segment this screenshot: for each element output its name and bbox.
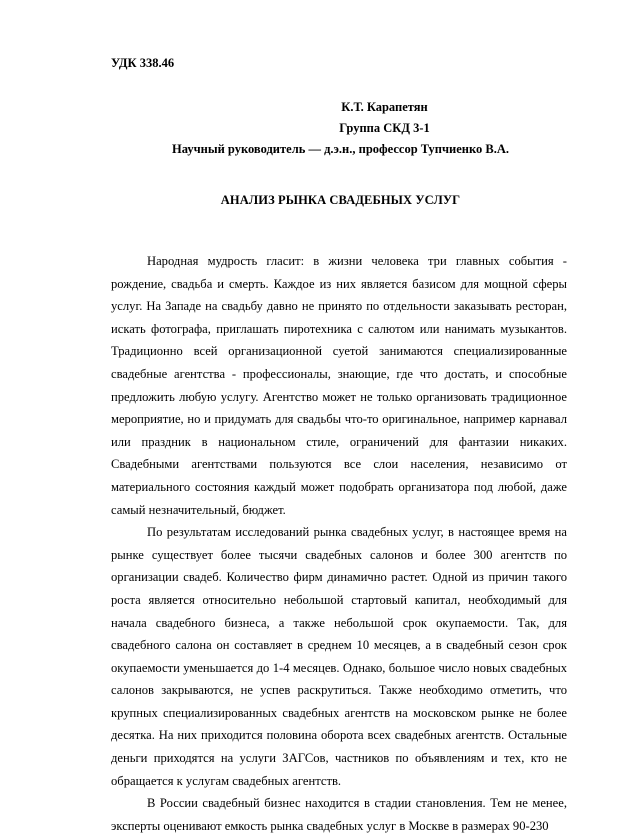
udk-code: УДК 338.46	[111, 56, 175, 70]
article-title: АНАЛИЗ РЫНКА СВАДЕБНЫХ УСЛУГ	[220, 193, 461, 207]
paragraph: По результатам исследований рынка свадебных услуг, в настоящее время на рынке существует более тысячи свадебных салонов и более 300 агентств по организации свадеб. Количество фирм динамично растет. Одной из причин такого роста является относительно небольшой стартовый капитал, необходимый для начала свадебного бизнеса, а также небольшой срок окупаемости. Так, для свадебного салона он составляет в среднем 10 месяцев, а в свадебный сезон срок окупаемости уменьшается до 1-4 месяцев. Однако, большое число новых свадебных салонов закрываются, не успев раскрутиться. Также необходимо отметить, что крупных специализированных свадебных агентств на московском рынке не более десятка. На них приходится половина оборота всех свадебных агентств. Остальные деньги приходятся на услуги ЗАГСов, частников по объявлениям и тех, кто не обращается к услугам свадебных агентств.	[111, 525, 567, 788]
author-name: К.Т. Карапетян	[341, 100, 428, 114]
paragraph: Народная мудрость гласит: в жизни человека три главных события - рождение, свадьба и смерть. Каждое из них является базисом для мощной сферы услуг. На Западе на свадьбу давно не принято по отдельности заказывать ресторан, искать фотографа, приглашать пиротехника с салютом или нанимать музыкантов. Традиционно всей организационной суетой занимаются специализированные свадебные агентства - профессионалы, знающие, где что достать, и способные предложить любую услугу. Агентство может не только организовать традиционное мероприятие, но и придумать для свадьбы что-то оригинальное, например карнавал или праздник в национальном стиле, ограничений для фантазии никаких. Свадебными агентствами пользуются все слои населения, независимо от материального состояния каждый может подобрать организатора под любой, даже самый незначительный, бюджет.	[111, 254, 567, 517]
article-body	[111, 250, 567, 837]
scientific-supervisor: Научный руководитель — д.э.н., профессор Тупчиенко В.А.	[171, 142, 509, 156]
paragraph: В России свадебный бизнес находится в стадии становления. Тем не менее, эксперты оценивают емкость рынка свадебных услуг в Москве в размерах 90-230	[111, 796, 567, 833]
author-group: Группа СКД 3-1	[339, 121, 430, 135]
author-block	[111, 97, 570, 160]
